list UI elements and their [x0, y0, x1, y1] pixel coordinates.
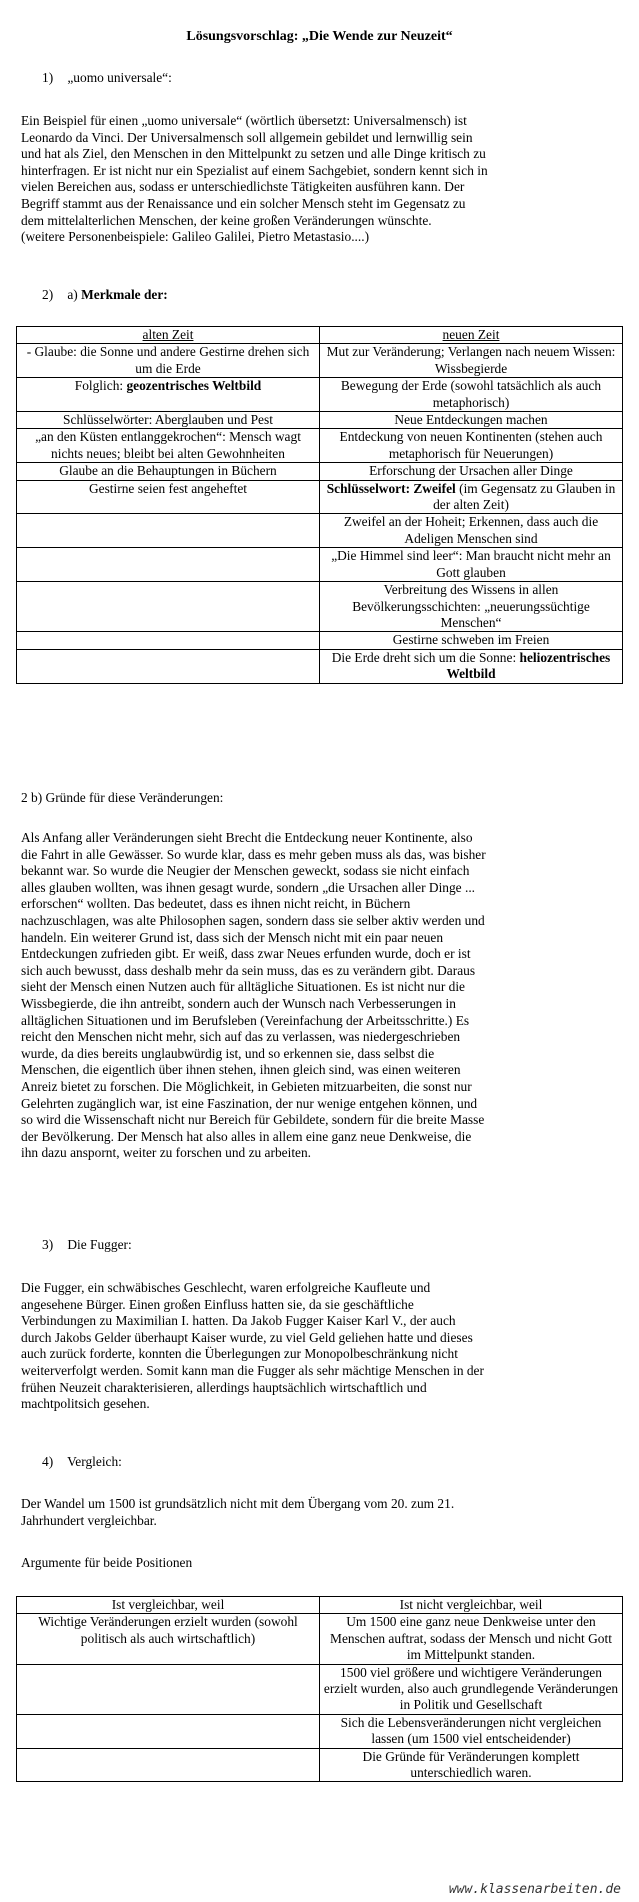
- table-row: [17, 1748, 623, 1782]
- table-cell: „an den Küsten entlanggekrochen“: Mensch wagt nichts neues; bleibt bei alten Gewohnheiten: [17, 429, 320, 463]
- table-cell: [17, 582, 320, 632]
- table-cell: Die Erde dreht sich um die Sonne: heliozentrisches Weltbild: [320, 649, 623, 683]
- section-2b-paragraph: [21, 830, 621, 1162]
- text-line: so wird die Wissenschaft nicht nur Bereich für Gebildete, sondern für die breite Masse: [21, 1112, 485, 1128]
- table-cell: Schlüsselwörter: Aberglauben und Pest: [17, 412, 320, 429]
- text-line: Der Wandel um 1500 ist grundsätzlich nicht mit dem Übergang vom 20. zum 21.: [21, 1496, 455, 1511]
- table-cell: Bewegung der Erde (sowohl tatsächlich als auch metaphorisch): [320, 378, 623, 412]
- text-line: und hat als Ziel, den Menschen in den Mittelpunkt zu setzen und alle Dinge kritisch zu: [21, 146, 486, 162]
- table-row: [17, 1714, 623, 1748]
- section-3-paragraph: [21, 1280, 621, 1413]
- table-cell: Erforschung der Ursachen aller Dinge: [320, 463, 623, 480]
- text-line: dem mittelalterlichen Menschen, der keine großen Veränderungen wünschte.: [21, 212, 432, 228]
- text-line: wurde, da dies bereits unglaubwürdig ist, und so erkennen sie, dass selbst die: [21, 1045, 435, 1061]
- section-1-heading: [42, 70, 172, 87]
- table-cell: Die Gründe für Veränderungen komplett unterschiedlich waren.: [320, 1748, 623, 1782]
- section-1-paragraph: [21, 113, 621, 246]
- text-line: Menschen, die eigentlich über ihnen stehen, ihnen gleich sind, was einen weiteren: [21, 1062, 461, 1078]
- table-cell: Mut zur Veränderung; Verlangen nach neuem Wissen: Wissbegierde: [320, 344, 623, 378]
- table-cell: Verbreitung des Wissens in allen Bevölkerungsschichten: „neuerungssüchtige Menschen“: [320, 582, 623, 632]
- table-cell: Zweifel an der Hoheit; Erkennen, dass auch die Adeligen Menschen sind: [320, 514, 623, 548]
- table-row: [17, 1664, 623, 1714]
- table-cell: [17, 632, 320, 649]
- text-line: Ein Beispiel für einen „uomo universale“ (wörtlich übersetzt: Universalmensch) ist: [21, 113, 467, 128]
- table-cell: [17, 1714, 320, 1748]
- table-row: [17, 344, 623, 378]
- table-cell: Gestirne seien fest angeheftet: [17, 480, 320, 514]
- text-line: (weitere Personenbeispiele: Galileo Galilei, Pietro Metastasio....): [21, 229, 370, 245]
- text-line: erforschen“ wollten. Das bedeutet, dass es ihnen nicht reicht, in Büchern: [21, 896, 411, 912]
- table-cell: Folglich: geozentrisches Weltbild: [17, 378, 320, 412]
- arguments-label: Argumente für beide Positionen: [21, 1555, 193, 1570]
- text-line: Anreiz bietet zu forschen. Die Möglichkeit, in Gebieten mitzuarbeiten, die sonst nur: [21, 1078, 472, 1094]
- text-line: frühen Neuzeit charakterisieren, allerdings hauptsächlich wirtschaftlich und: [21, 1379, 427, 1395]
- table-cell: „Die Himmel sind leer“: Man braucht nicht mehr an Gott glauben: [320, 548, 623, 582]
- table-cell: 1500 viel größere und wichtigere Veränderungen erzielt wurden, also auch grundlegende Veränderungen in Politik und Gesellschaft: [320, 1664, 623, 1714]
- text-line: nachzuschlagen, was alte Philosophen sagen, sondern dass sie selber aktiv werden und: [21, 912, 485, 928]
- text-line: alles glauben wollten, was ihnen gesagt wurde, sondern „die Ursachen aller Dinge ...: [21, 879, 476, 895]
- table-row: [17, 412, 623, 429]
- text-line: weiterverfolgt werden. Somit kann man die Fugger als sehr mächtige Menschen in der: [21, 1362, 484, 1378]
- table-row: [17, 649, 623, 683]
- table-row: [17, 632, 623, 649]
- table-cell: [17, 548, 320, 582]
- text-line: Als Anfang aller Veränderungen sieht Brecht die Entdeckung neuer Kontinente, also: [21, 830, 473, 845]
- table-cell: Glaube an die Behauptungen in Büchern: [17, 463, 320, 480]
- table-cell: Neue Entdeckungen machen: [320, 412, 623, 429]
- text-line: Verbindungen zu Maximilian I. hatten. Da Jakob Fugger Kaiser Karl V., der auch: [21, 1313, 456, 1329]
- table-cell: Um 1500 eine ganz neue Denkweise unter den Menschen auftrat, sodass der Mensch und nicht Gott im Mittelpunkt standen.: [320, 1614, 623, 1664]
- text-line: angesehene Bürger. Einen großen Einfluss hatten sie, da sie geschäftliche: [21, 1296, 414, 1312]
- section-4-title: Vergleich:: [67, 1454, 122, 1469]
- section-3-heading: [42, 1237, 132, 1254]
- table-cell: Schlüsselwort: Zweifel (im Gegensatz zu Glauben in der alten Zeit): [320, 480, 623, 514]
- text-line: die Fahrt in alle Gewässer. So wurde klar, dass es mehr geben muss als das, was bisher: [21, 846, 486, 862]
- table-cell: - Glaube: die Sonne und andere Gestirne drehen sich um die Erde: [17, 344, 320, 378]
- features-table: [16, 326, 623, 684]
- table-cell: Entdeckung von neuen Kontinenten (stehen auch metaphorisch für Neuerungen): [320, 429, 623, 463]
- text-line: Die Fugger, ein schwäbisches Geschlecht, waren erfolgreiche Kaufleute und: [21, 1280, 431, 1295]
- column-header-new-era: neuen Zeit: [320, 327, 623, 344]
- text-line: Entdeckungen zufrieden gibt. Er weiß, dass zwar Neues erfunden wurde, doch er ist: [21, 946, 471, 962]
- section-1-title: „uomo universale“:: [67, 70, 172, 85]
- column-header-old-era: alten Zeit: [17, 327, 320, 344]
- footer-website-url: www.klassenarbeiten.de: [448, 1882, 621, 1897]
- table-header-row: [17, 1597, 623, 1614]
- text-line: Gelehrten zugänglich war, ist eine Faszination, der nur wenige entgehen können, und: [21, 1095, 478, 1111]
- text-line: hinterfragen. Er ist nicht nur ein Spezialist auf einem Sachgebiet, sondern kennt sich in: [21, 162, 488, 178]
- section-2a-heading: [42, 287, 168, 304]
- section-4-heading: [42, 1454, 122, 1471]
- table-cell: [17, 514, 320, 548]
- table-row: [17, 548, 623, 582]
- text-line: auch zurück forderte, konnten die Überlegungen zur Monopolbeschränkung nicht: [21, 1346, 458, 1362]
- text-line: vielen Bereichen aus, sodass er unterschiedlichste Tätigkeiten ausführen kann. Der: [21, 179, 465, 195]
- section-1-number: 1): [42, 70, 54, 85]
- table-cell: [17, 1748, 320, 1782]
- section-3-number: 3): [42, 1237, 54, 1252]
- section-3-title: Die Fugger:: [67, 1237, 132, 1252]
- table-row: [17, 514, 623, 548]
- table-cell: Sich die Lebensveränderungen nicht vergleichen lassen (um 1500 viel entscheidender): [320, 1714, 623, 1748]
- table-cell: Wichtige Veränderungen erzielt wurden (sowohl politisch als auch wirtschaftlich): [17, 1614, 320, 1664]
- text-line: ihn dazu anspornt, weiter zu forschen und zu arbeiten.: [21, 1145, 312, 1161]
- table-row: [17, 429, 623, 463]
- text-line: alltäglichen Situationen und im Berufsleben (Vereinfachung der Arbeitsschritte.) Es: [21, 1012, 470, 1028]
- text-line: Begriff stammt aus der Renaissance und ein solcher Mensch steht im Gegensatz zu: [21, 195, 466, 211]
- section-2b-heading: 2 b) Gründe für diese Veränderungen:: [21, 790, 224, 805]
- section-2-number: 2): [42, 287, 54, 302]
- table-row: [17, 480, 623, 514]
- section-2a-title: Merkmale der:: [81, 287, 168, 302]
- section-4-number: 4): [42, 1454, 54, 1469]
- document-title: Lösungsvorschlag: „Die Wende zur Neuzeit“: [186, 29, 453, 44]
- text-line: Jahrhundert vergleichbar.: [21, 1512, 157, 1528]
- table-cell: [17, 649, 320, 683]
- column-header-comparable: Ist vergleichbar, weil: [17, 1597, 320, 1614]
- comparison-table: [16, 1596, 623, 1782]
- table-row: [17, 582, 623, 632]
- text-line: sich auch bewusst, dass deshalb mehr da sein muss, das es zu verändern gibt. Daraus: [21, 962, 476, 978]
- text-line: der Bevölkerung. Der Mensch hat also alles in allem eine ganz neue Denkweise, die: [21, 1128, 472, 1144]
- section-2a-prefix: a): [67, 287, 78, 302]
- text-line: Wissbegierde, die ihn antreibt, sondern auch der Wunsch nach Verbesserungen in: [21, 995, 456, 1011]
- column-header-not-comparable: Ist nicht vergleichbar, weil: [320, 1597, 623, 1614]
- table-cell: [17, 1664, 320, 1714]
- text-line: sieht der Mensch einen Nutzen auch für alltägliche Situationen. Es ist nicht nur die: [21, 979, 465, 995]
- table-row: [17, 463, 623, 480]
- text-line: bekannt war. So wurde die Neugier der Menschen geweckt, sodass sie nicht einfach: [21, 863, 470, 879]
- text-line: machtpolitsich gesehen.: [21, 1396, 150, 1412]
- text-line: reicht den Menschen nicht mehr, sich auf das zu verlassen, was niedergeschrieben: [21, 1029, 461, 1045]
- text-line: Leonardo da Vinci. Der Universalmensch soll allgemein gebildet und lernwillig sein: [21, 129, 473, 145]
- section-4-intro: [21, 1496, 621, 1529]
- text-line: durch Jakobs Gelder überhaupt Kaiser wurde, zu viel Geld geliehen hatte und dieses: [21, 1329, 473, 1345]
- table-header-row: [17, 327, 623, 344]
- text-line: handeln. Ein weiterer Grund ist, dass sich der Mensch nicht mit ein paar neuen: [21, 929, 444, 945]
- table-cell: Gestirne schweben im Freien: [320, 632, 623, 649]
- table-row: [17, 378, 623, 412]
- table-row: [17, 1614, 623, 1664]
